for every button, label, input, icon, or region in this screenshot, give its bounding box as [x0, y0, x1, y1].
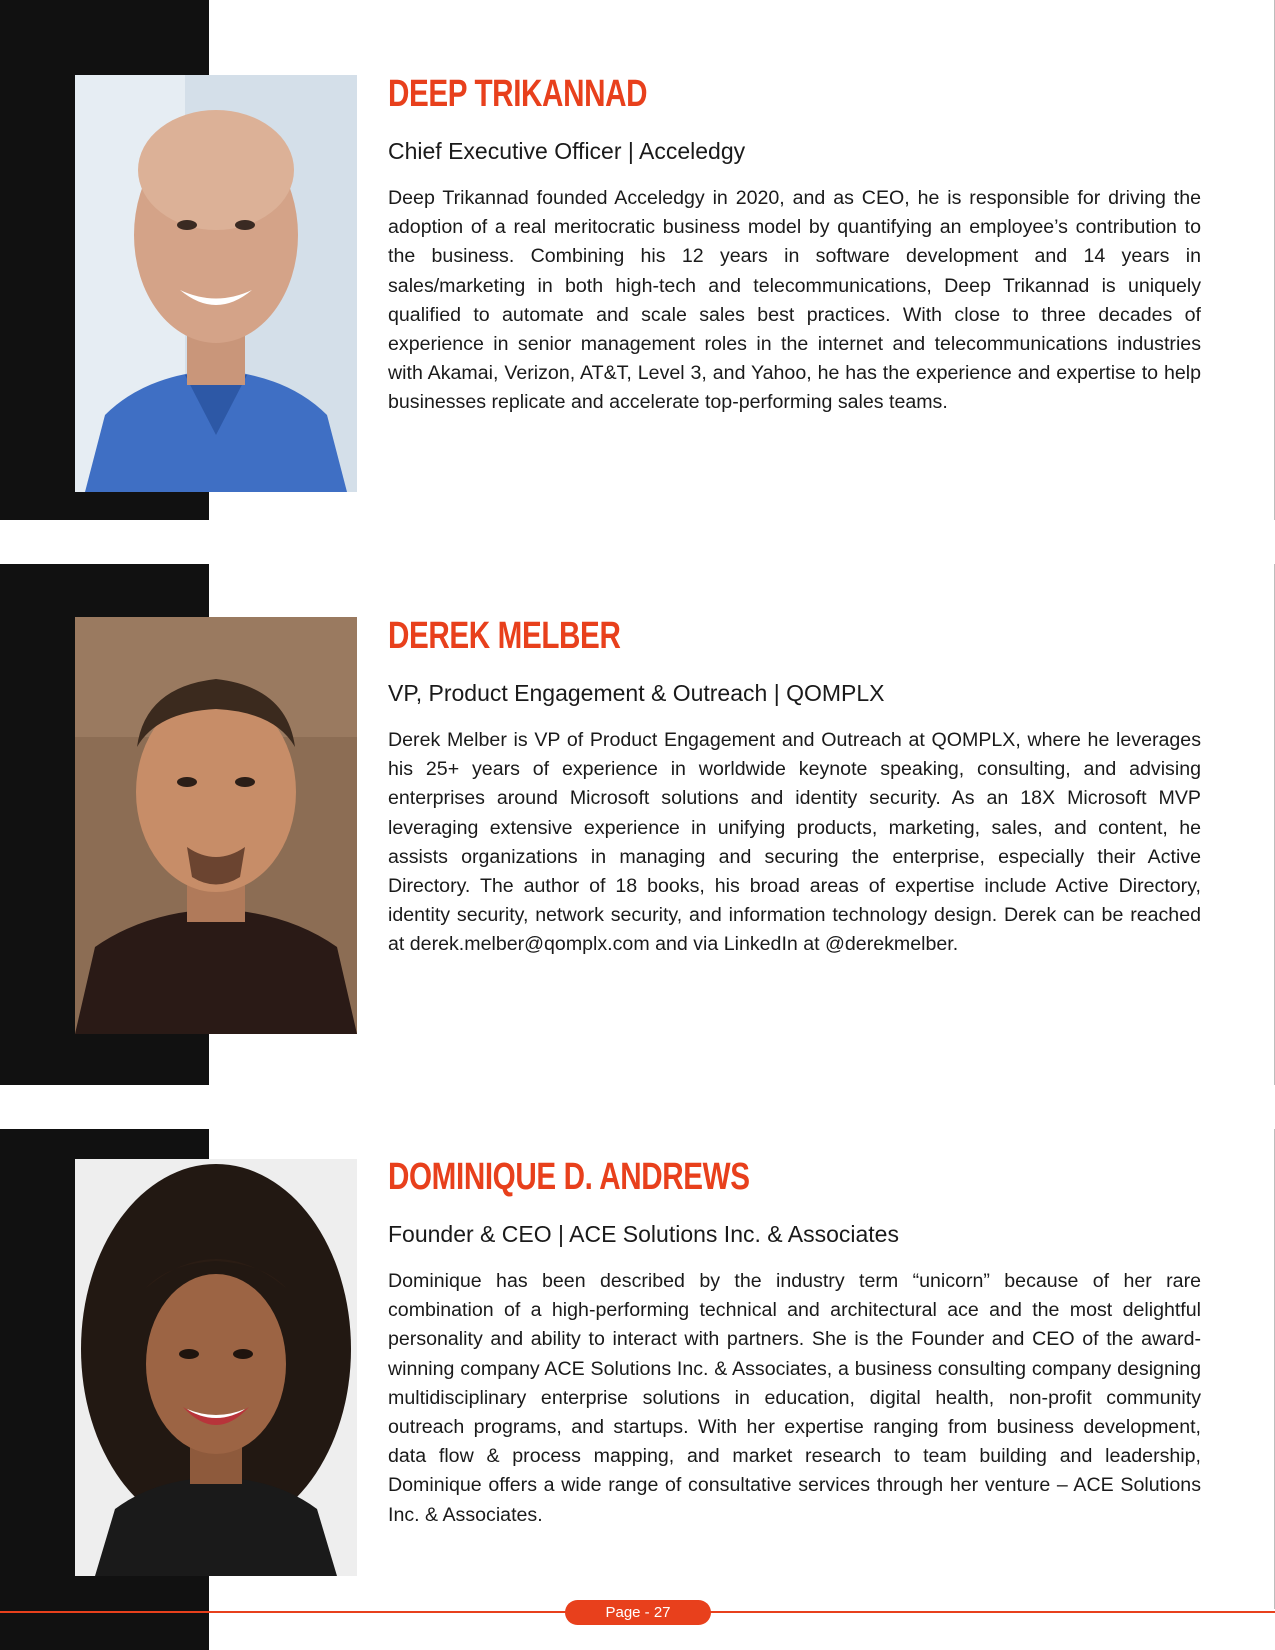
person-bio: Deep Trikannad founded Acceledgy in 2020, and as CEO, he is responsible for driving the adoption of a real meritocratic business model by quantifying an employee’s contribution to the business. Combining his 12 years in software development and 14 years in sales/marketing in both high-tech and telecommunications, Deep Trikannad is uniquely qualified to automate and scale sales best practices. With close to three decades of experience in senior management roles in the internet and telecommunications industries with Akamai, Verizon, AT&T, Level 3, and Yahoo, he has the experience and expertise to help businesses replicate and accelerate top-performing sales teams.	[388, 187, 1201, 414]
portrait-photo	[75, 1159, 357, 1576]
portrait-photo	[75, 617, 357, 1034]
profile-text	[388, 72, 1201, 418]
person-role: Founder & CEO | ACE Solutions Inc. & Associates	[388, 1221, 899, 1247]
portrait-photo-illustration	[75, 75, 357, 492]
page-number-badge: Page - 27	[565, 1600, 711, 1625]
portrait-photo-illustration	[75, 1159, 357, 1576]
person-role: Chief Executive Officer | Acceledgy	[388, 138, 746, 164]
person-name: DEREK MELBER	[388, 615, 621, 657]
person-bio: Derek Melber is VP of Product Engagement and Outreach at QOMPLX, where he leverages his 25+ years of experience in worldwide keynote speaking, consulting, and advising enterprises around Microsoft solutions and identity security. As an 18X Microsoft MVP leveraging extensive experience in unifying products, marketing, sales, and content, he assists organizations in managing and securing the enterprise, especially their Active Directory. The author of 18 books, his broad areas of expertise include Active Directory, identity security, network security, and information technology design. Derek can be reached at derek.melber@qomplx.com and via LinkedIn at @derekmelber.	[388, 729, 1201, 956]
person-role: VP, Product Engagement & Outreach | QOMPLX	[388, 680, 885, 706]
profile-text	[388, 1155, 1201, 1530]
portrait-photo	[75, 75, 357, 492]
person-bio: Dominique has been described by the industry term “unicorn” because of her rare combination of a high-performing technical and architectural ace and the most delightful personality and ability to interact with partners. She is the Founder and CEO of the award-winning company ACE Solutions Inc. & Associates, a business consulting company designing multidisciplinary enterprise solutions in education, digital health, non-profit community outreach programs, and startups. With her expertise ranging from business development, data flow & process mapping, and market research to team building and leadership, Dominique offers a wide range of consultative services through her venture – ACE Solutions Inc. & Associates.	[388, 1270, 1201, 1526]
profile-text	[388, 614, 1201, 960]
person-name: DEEP TRIKANNAD	[388, 73, 648, 115]
person-name: DOMINIQUE D. ANDREWS	[388, 1156, 750, 1198]
portrait-photo-illustration	[75, 617, 357, 1034]
